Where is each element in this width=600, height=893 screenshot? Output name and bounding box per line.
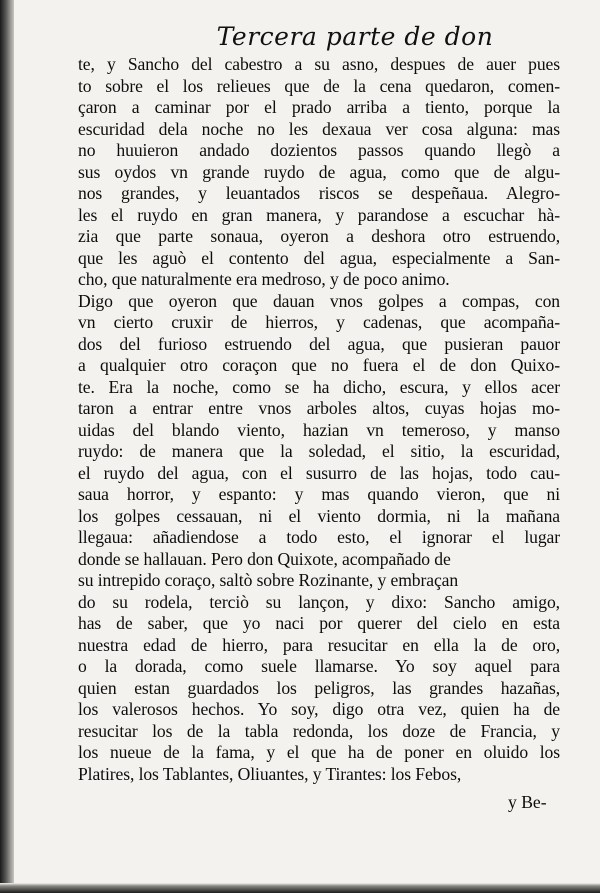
text-line: les el ruydo en gran manera, y parandose a escuchar hà- — [78, 204, 560, 225]
text-line: donde se hallauan. Pero don Quixote, acompañado de — [78, 548, 451, 569]
text-line: su intrepido coraço, saltò sobre Rozinante, y embraçan — [78, 570, 459, 590]
text-line: no huuieron andado dozientos passos quando llegò a — [78, 140, 560, 160]
text-line: te, y Sancho del cabestro a su asno, despues de auer pues — [78, 54, 560, 74]
text-line: cho, que naturalmente era medroso, y de poco animo. — [78, 269, 450, 289]
running-title: Tercera parte de don — [216, 22, 494, 51]
text-line: que les aguò el contento del agua, especialmente a San- — [78, 247, 560, 268]
text-line: zia que parte sonaua, oyeron a deshora otro estruendo, — [78, 226, 560, 246]
text-line: quien estan guardados los peligros, las grandes hazañas, — [78, 677, 560, 698]
text-line: te. Era la noche, como se ha dicho, escura, y ellos acer — [78, 376, 560, 397]
text-line: sus oydos vn grande ruydo de agua, como que de algu- — [78, 161, 560, 182]
text-line: resucitar los de la tabla redonda, los doze de Francia, y — [78, 720, 560, 741]
text-line: a qualquier otro coraçon que no fuera el de don Quixo- — [78, 355, 560, 375]
text-line: vn cierto cruxir de hierros, y cadenas, que acompaña- — [78, 312, 560, 332]
text-line: llegaua: añadiendose a todo esto, el ignorar el lugar — [78, 527, 560, 547]
text-line: çaron a caminar por el prado arriba a tiento, porque la — [78, 97, 560, 117]
text-line: ruydo: de manera que la soledad, el sitio, la escuridad, — [78, 441, 560, 461]
text-line: los golpes cessauan, ni el viento dormia, ni la mañana — [78, 505, 560, 526]
text-line: saua horror, y espanto: y mas quando vieron, que ni — [78, 484, 560, 504]
text-line: dos del furioso estruendo del agua, que pusieran pauor — [78, 333, 560, 354]
text-line: to sobre el los relieues que de la cena quedaron, comen- — [78, 75, 560, 96]
page-gutter-shadow — [0, 0, 14, 893]
text-line: Platires, los Tablantes, Oliuantes, y Tirantes: los Febos, — [78, 763, 462, 784]
catchword: y Be- — [508, 792, 547, 812]
body-text — [78, 54, 560, 785]
text-line: el ruydo del agua, con el susurro de las hojas, todo cau- — [78, 462, 560, 483]
text-line: uidas del blando viento, hazian vn temeroso, y manso — [78, 419, 560, 440]
text-line: has de saber, que yo naci por querer del cielo en esta — [78, 613, 560, 633]
text-line: taron a entrar entre vnos arboles altos, cuyas hojas mo- — [78, 398, 560, 418]
running-header — [0, 22, 600, 51]
text-line: los nueue de la fama, y el que ha de poner en oluido los — [78, 742, 560, 762]
text-line: nuestra edad de hierro, para resucitar en ella la de oro, — [78, 634, 560, 655]
text-line: do su rodela, terciò su lançon, y dixo: Sancho amigo, — [78, 591, 560, 612]
text-line: o la dorada, como suele llamarse. Yo soy aquel para — [78, 656, 560, 676]
text-line: Digo que oyeron que dauan vnos golpes a compas, con — [78, 290, 560, 311]
text-line: nos grandes, y leuantados riscos se despeñaua. Alegro- — [78, 183, 560, 203]
page-bottom-shadow — [0, 883, 600, 893]
text-line: los valerosos hechos. Yo soy, digo otra vez, quien ha de — [78, 699, 560, 719]
text-line: escuridad dela noche no les dexaua ver cosa alguna: mas — [78, 118, 560, 139]
